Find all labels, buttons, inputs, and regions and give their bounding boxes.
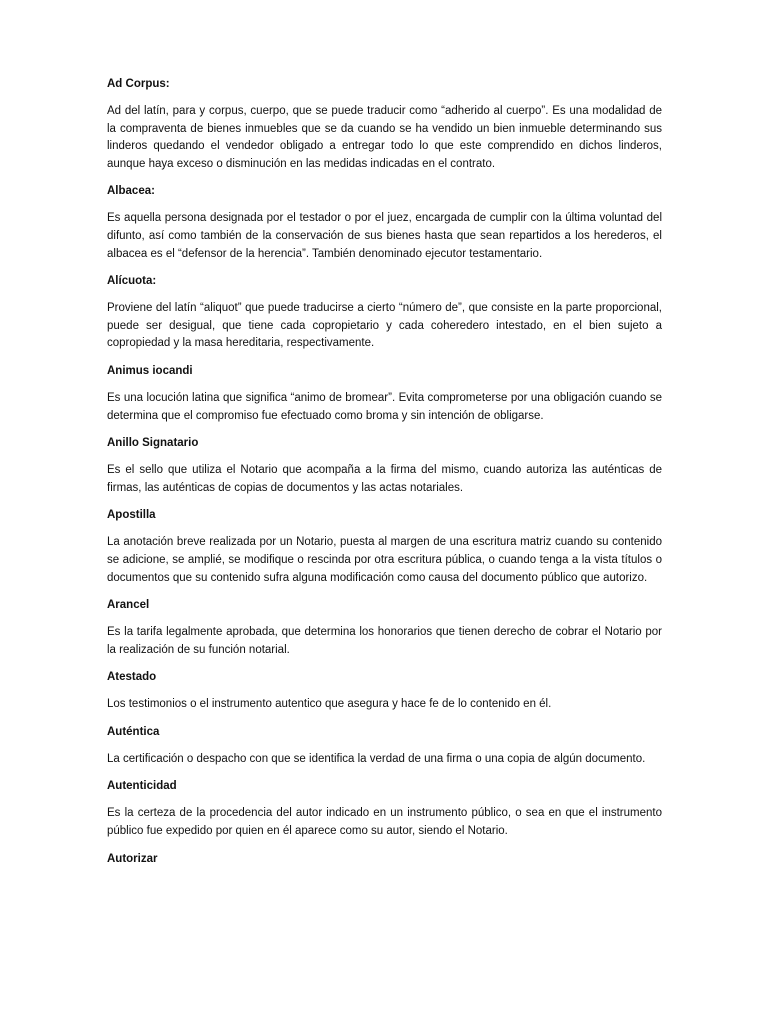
glossary-entry-anillo-signatario [107,435,662,497]
entry-term: Autorizar [107,852,158,865]
entry-term: Albacea: [107,185,155,198]
entry-definition: Es la tarifa legalmente aprobada, que determina los honorarios que tienen derecho de cobrar el Notario por la realización de su función notarial. [107,626,662,656]
entry-definition: Es la certeza de la procedencia del autor indicado en un instrumento público, o sea en que el instrumento público fue expedido por quien en él aparece como su autor, siendo el Notario. [107,807,662,838]
entry-definition: Es una locución latina que significa “animo de bromear”. Evita comprometerse por una obligación cuando se determina que el compromiso fue efectuado como broma y sin intención de obligarse. [107,391,662,422]
entry-definition: Es aquella persona designada por el testador o por el juez, encargada de cumplir con la última voluntad del difunto, así como también de la conservación de sus bienes hasta que sean repartidos a los herederos, el albacea es el “defensor de la herencia”. También denominado ejecutor testamentario. [107,212,662,260]
entry-term: Ad Corpus: [107,78,170,90]
glossary-page [107,76,662,878]
entry-term: Autenticidad [107,780,177,793]
glossary-entry-atestado [107,669,662,714]
entry-term: Arancel [107,599,150,612]
entry-definition: La certificación o despacho con que se identifica la verdad de una firma o una copia de algún documento. [107,752,646,765]
glossary-entry-arancel [107,597,662,659]
glossary-entry-ad-corpus [107,76,662,173]
entry-definition: Ad del latín, para y corpus, cuerpo, que se puede traducir como “adherido al cuerpo”. Es una modalidad de la compraventa de bienes inmuebles que se da cuando se ha vendido un bien inmueble determinando sus linderos quedando el vendedor obligado a entregar todo lo que este comprendido en dichos linderos, aunque haya exceso o disminución en las medidas indicadas en el contrato. [107,105,662,170]
glossary-entry-animus-iocandi [107,363,662,425]
entry-term: Anillo Signatario [107,437,199,450]
entry-term: Atestado [107,671,157,684]
entry-term: Auténtica [107,725,160,738]
glossary-entry-apostilla [107,507,662,587]
glossary-entry-alicuota [107,273,662,353]
entry-term: Apostilla [107,509,156,522]
glossary-entry-autenticidad [107,778,662,840]
entry-definition: Es el sello que utiliza el Notario que acompaña a la firma del mismo, cuando autoriza las auténticas de firmas, las auténticas de copias de documentos y las actas notariales. [107,464,662,494]
glossary-entry-autorizar [107,851,662,868]
glossary-entry-albacea [107,183,662,263]
entry-term: Animus iocandi [107,364,193,377]
entry-definition: La anotación breve realizada por un Notario, puesta al margen de una escritura matriz cuando su contenido se adicione, se amplié, se modifique o rescinda por otra escritura pública, o cuando tenga a la vista títulos o documentos que su contenido sufra alguna modificación como causa del documento público que autorizo. [107,536,662,584]
entry-term: Alícuota: [107,275,157,288]
glossary-entry-autentica [107,724,662,769]
entry-definition: Los testimonios o el instrumento autentico que asegura y hace fe de lo contenido en él. [107,698,552,711]
entry-definition: Proviene del latín “aliquot” que puede traducirse a cierto “número de”, que consiste en la parte proporcional, puede ser desigual, que tiene cada copropietario y cada coheredero intestado, en el bien sujeto a copropiedad y la masa hereditaria, respectivamente. [107,302,662,350]
